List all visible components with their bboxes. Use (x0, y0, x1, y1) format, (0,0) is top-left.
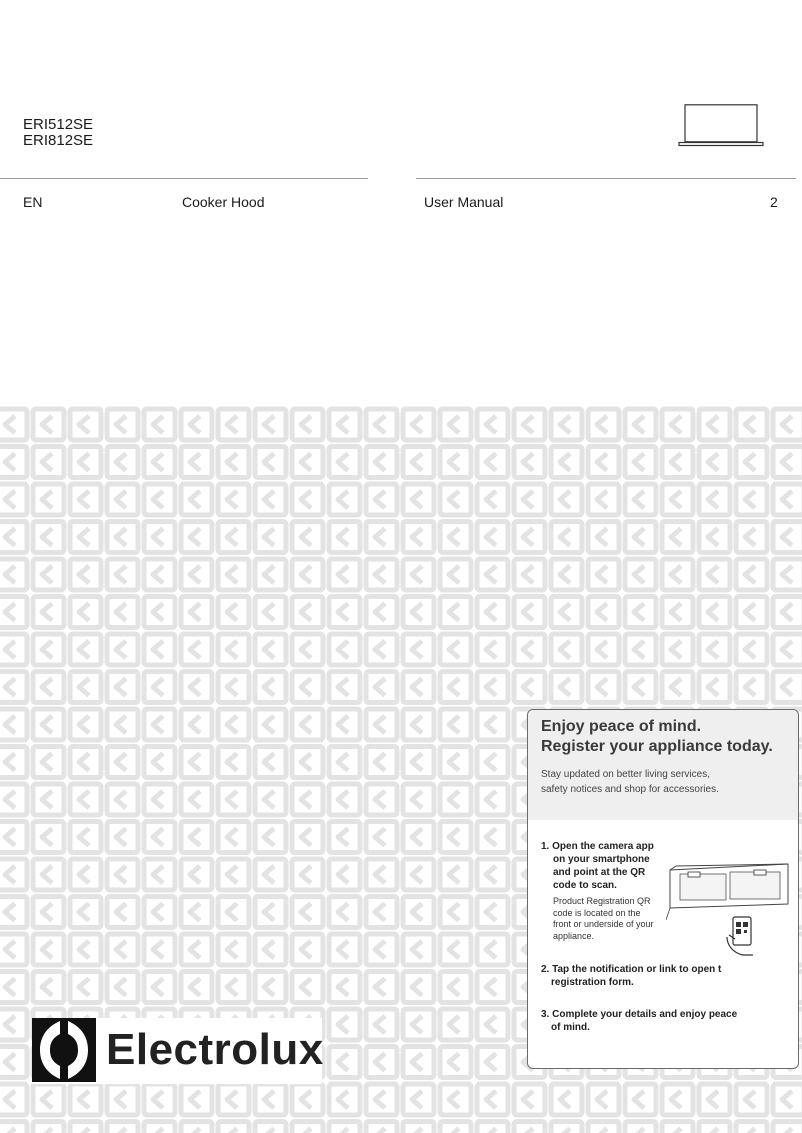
registration-card (527, 709, 799, 1069)
card-subtext: Stay updated on better living services, safety notices and shop for accessories. (541, 769, 719, 795)
document-type: User Manual (424, 194, 504, 210)
cooker-hood-icon (678, 104, 764, 148)
step-1-note: Product Registration QR code is located on the front or underside of your appliance. (553, 896, 654, 941)
divider-left (0, 178, 368, 179)
card-headline: Enjoy peace of mind. Register your appliance today. (541, 718, 773, 755)
model-name: ERI812SE (23, 132, 94, 149)
model-name: ERI512SE (23, 116, 94, 133)
brand-name: Electrolux (106, 1025, 324, 1074)
step-3: 3. Complete your details and enjoy peace of mind. (541, 1009, 738, 1033)
electrolux-logo-icon (32, 1018, 96, 1082)
product-name: Cooker Hood (182, 194, 265, 210)
page-number: 2 (770, 194, 778, 210)
model-list (23, 117, 93, 149)
brand-logo (32, 1018, 322, 1084)
step-1: 1. Open the camera app on your smartphone and point at the QR code to scan. (541, 841, 654, 891)
divider-right (416, 178, 796, 179)
step-2: 2. Tap the notification or link to open t registration form. (541, 964, 722, 988)
phone-scan-icon (723, 915, 763, 957)
language-code: EN (23, 194, 43, 210)
